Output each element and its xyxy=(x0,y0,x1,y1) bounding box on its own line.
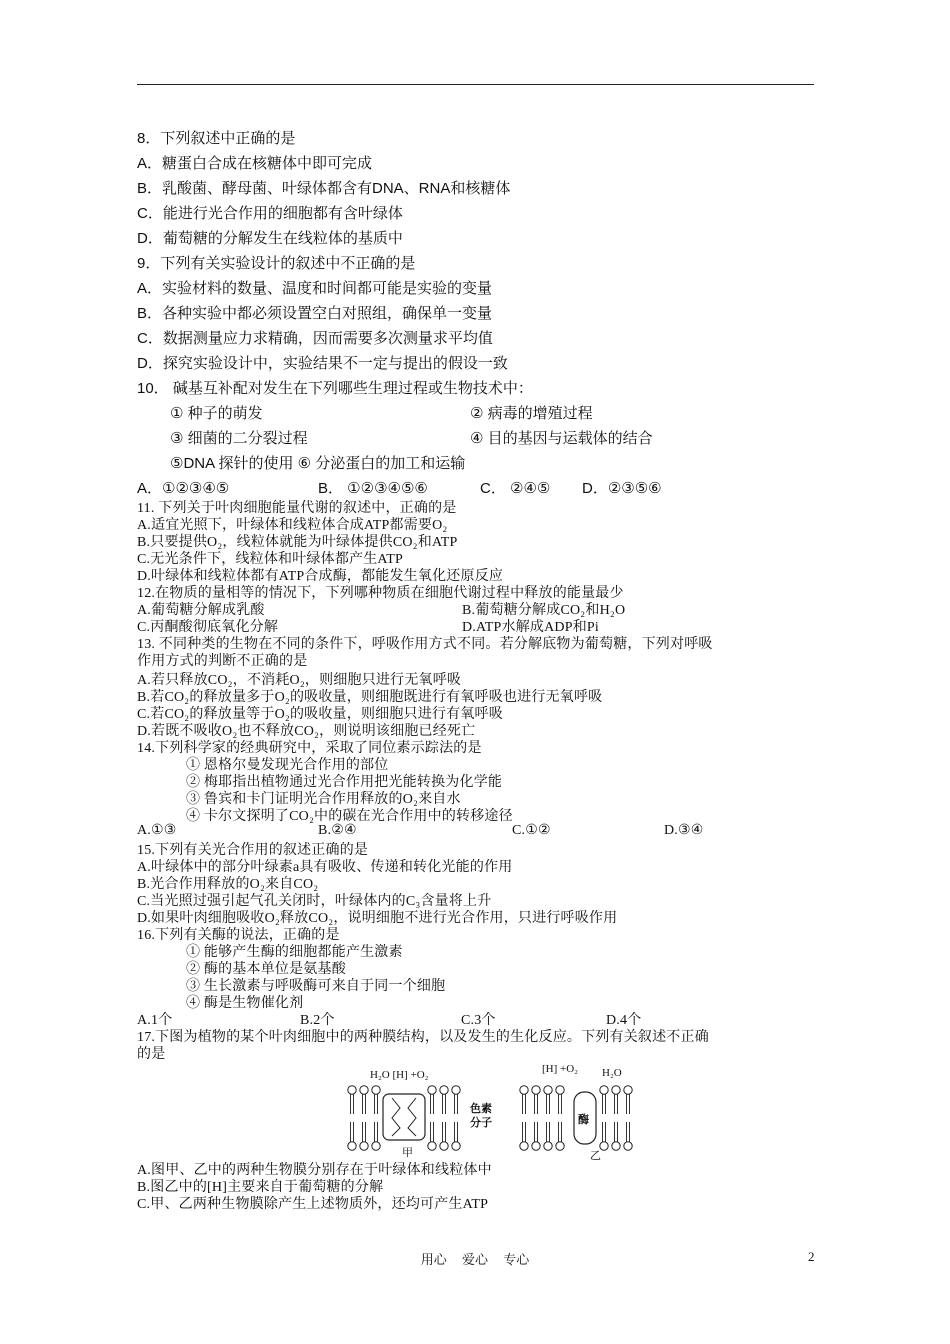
q10-item-2: ② 病毒的增殖过程 xyxy=(470,405,593,422)
lipid-head xyxy=(520,1086,528,1094)
q14-option-b: B.②④ xyxy=(318,823,357,838)
lipid-tail xyxy=(443,1094,446,1114)
q16-option-d: D.4个 xyxy=(606,1013,642,1028)
q10-item-3: ③ 细菌的二分裂过程 xyxy=(170,430,308,447)
q15-option-a: A.叶绿体中的部分叶绿素a具有吸收、传递和转化光能的作用 xyxy=(137,860,513,875)
q17-option-a: A.图甲、乙中的两种生物膜分别存在于叶绿体和线粒体中 xyxy=(137,1163,492,1178)
q14-option-a: A.①③ xyxy=(137,823,177,838)
q8-option-a: A．糖蛋白合成在核糖体中即可完成 xyxy=(137,155,373,172)
lipid-head xyxy=(612,1142,620,1150)
lipid-tail xyxy=(559,1094,562,1114)
lipid-tail xyxy=(431,1094,434,1114)
q10-option-b: B． ①②③④⑤⑥ xyxy=(318,480,428,497)
q16-option-a: A.1个 xyxy=(137,1013,173,1028)
q13-option-d: D.若既不吸收O₂也不释放CO₂，则说明该细胞已经死亡 xyxy=(137,724,476,739)
q17-stem-line2: 的是 xyxy=(137,1047,166,1062)
lipid-head xyxy=(612,1086,620,1094)
page-footer: 用心 爱心 专心 xyxy=(420,1252,530,1267)
lipid-tail xyxy=(523,1122,526,1142)
q15-option-b: B.光合作用释放的O₂来自CO₂ xyxy=(137,877,319,892)
q10-option-c: C． ②④⑤ xyxy=(480,480,551,497)
q12-option-b: B.葡萄糖分解成CO₂和H₂O xyxy=(462,603,626,618)
q16-option-c: C.3个 xyxy=(461,1013,496,1028)
lipid-head xyxy=(428,1086,436,1094)
enzyme-label: 酶 xyxy=(578,1114,589,1126)
lipid-head xyxy=(520,1142,528,1150)
q14-item-4: ④ 卡尔文探明了CO₂中的碳在光合作用中的转移途径 xyxy=(186,809,513,824)
lipid-tail xyxy=(615,1122,618,1142)
q10-stem: 10． 碱基互补配对发生在下列哪些生理过程或生物技术中： xyxy=(137,380,533,397)
lipid-head xyxy=(600,1086,608,1094)
lipid-tail xyxy=(535,1094,538,1114)
q9-option-b: B．各种实验中都必须设置空白对照组，确保单一变量 xyxy=(137,305,493,322)
lipid-tail xyxy=(375,1094,378,1114)
lipid-tail xyxy=(627,1094,630,1114)
jia-top-label: H₂O [H] +O₂ xyxy=(370,1069,429,1081)
lipid-tail xyxy=(535,1122,538,1142)
lipid-tail xyxy=(547,1122,550,1142)
membrane-figure xyxy=(340,1060,640,1160)
q14-option-d: D.③④ xyxy=(664,823,704,838)
q9-option-a: A．实验材料的数量、温度和时间都可能是实验的变量 xyxy=(137,280,493,297)
yi-top-right-label: H₂O xyxy=(602,1067,622,1079)
q16-item-4: ④ 酶是生物催化剂 xyxy=(186,996,304,1011)
q11-option-a: A.适宜光照下，叶绿体和线粒体合成ATP都需要O₂ xyxy=(137,518,448,533)
q8-option-b: B．乳酸菌、酵母菌、叶绿体都含有DNA、RNA和核糖体 xyxy=(137,180,511,197)
lipid-tail xyxy=(559,1122,562,1142)
membrane-jia xyxy=(348,1069,492,1159)
q13-option-a: A.若只释放CO₂，不消耗O₂，则细胞只进行无氧呼吸 xyxy=(137,673,462,688)
q12-option-c: C.丙酮酸彻底氧化分解 xyxy=(137,620,279,635)
q14-item-3: ③ 鲁宾和卡门证明光合作用释放的O₂来自水 xyxy=(186,792,461,807)
q16-option-b: B.2个 xyxy=(300,1013,335,1028)
q8-option-c: C．能进行光合作用的细胞都有含叶绿体 xyxy=(137,205,403,222)
q16-item-1: ① 能够产生酶的细胞都能产生激素 xyxy=(186,945,403,960)
lipid-head xyxy=(452,1086,460,1094)
q17-option-c: C.甲、乙两种生物膜除产生上述物质外，还均可产生ATP xyxy=(137,1197,489,1212)
q14-option-c: C.①② xyxy=(512,823,551,838)
membrane-yi xyxy=(520,1063,632,1160)
lipid-tail xyxy=(363,1094,366,1114)
lipid-tail xyxy=(547,1094,550,1114)
q16-item-2: ② 酶的基本单位是氨基酸 xyxy=(186,962,346,977)
pigment-label-1: 色素 xyxy=(470,1103,492,1115)
lipid-head xyxy=(372,1086,380,1094)
lipid-head xyxy=(372,1142,380,1150)
pigment-label-2: 分子 xyxy=(470,1117,492,1129)
q10-option-d: D．②③⑤⑥ xyxy=(582,480,662,497)
lipid-head xyxy=(624,1086,632,1094)
q13-option-b: B.若CO₂的释放量多于O₂的吸收量，则细胞既进行有氧呼吸也进行无氧呼吸 xyxy=(137,690,603,705)
q13-option-c: C.若CO₂的释放量等于O₂的吸收量，则细胞只进行有氧呼吸 xyxy=(137,707,503,722)
q17-stem-line1: 17.下图为植物的某个叶肉细胞中的两种膜结构，以及发生的生化反应。下列有关叙述不正确 xyxy=(137,1030,709,1045)
q14-item-1: ① 恩格尔曼发现光合作用的部位 xyxy=(186,758,389,773)
pigment-protein-complex xyxy=(383,1094,425,1140)
q13-stem-line1: 13. 不同种类的生物在不同的条件下，呼吸作用方式不同。若分解底物为葡萄糖，下列对呼吸 xyxy=(137,637,713,652)
lipid-tail xyxy=(351,1094,354,1114)
lipid-head xyxy=(440,1142,448,1150)
lipid-tail xyxy=(627,1122,630,1142)
lipid-tail xyxy=(603,1122,606,1142)
lipid-head xyxy=(532,1142,540,1150)
q12-option-a: A.葡萄糖分解成乳酸 xyxy=(137,603,265,618)
yi-top-left-label: [H] +O₂ xyxy=(542,1063,579,1075)
q9-stem: 9．下列有关实验设计的叙述中不正确的是 xyxy=(137,255,416,272)
q11-option-c: C.无光条件下，线粒体和叶绿体都产生ATP xyxy=(137,552,403,567)
q15-option-c: C.当光照过强引起气孔关闭时，叶绿体内的C₃含量将上升 xyxy=(137,894,492,909)
header-rule xyxy=(137,84,814,85)
q10-option-a: A．①②③④⑤ xyxy=(137,480,230,497)
lipid-head xyxy=(556,1086,564,1094)
q16-stem: 16.下列有关酶的说法，正确的是 xyxy=(137,928,340,943)
q13-stem-line2: 作用方式的判断不正确的是 xyxy=(137,654,308,669)
q14-stem: 14.下列科学家的经典研究中，采取了同位素示踪法的是 xyxy=(137,741,482,756)
q10-item-1: ① 种子的萌发 xyxy=(170,405,263,422)
q12-option-d: D.ATP水解成ADP和Pi xyxy=(462,620,599,635)
lipid-tail xyxy=(431,1122,434,1142)
q10-item-56: ⑤DNA 探针的使用 ⑥ 分泌蛋白的加工和运输 xyxy=(170,455,466,472)
lipid-head xyxy=(556,1142,564,1150)
lipid-tail xyxy=(455,1122,458,1142)
lipid-head xyxy=(532,1086,540,1094)
q12-stem: 12.在物质的量相等的情况下，下列哪种物质在细胞代谢过程中释放的能量最少 xyxy=(137,586,624,601)
q9-option-c: C．数据测量应力求精确，因而需要多次测量求平均值 xyxy=(137,330,493,347)
lipid-head xyxy=(348,1086,356,1094)
q9-option-d: D．探究实验设计中，实验结果不一定与提出的假设一致 xyxy=(137,355,508,372)
lipid-tail xyxy=(603,1094,606,1114)
lipid-tail xyxy=(615,1094,618,1114)
q11-option-b: B.只要提供O₂，线粒体就能为叶绿体提供CO₂和ATP xyxy=(137,535,458,550)
lipid-head xyxy=(440,1086,448,1094)
q15-option-d: D.如果叶肉细胞吸收O₂释放CO₂，说明细胞不进行光合作用，只进行呼吸作用 xyxy=(137,911,618,926)
lipid-tail xyxy=(523,1094,526,1114)
q14-item-2: ② 梅耶指出植物通过光合作用把光能转换为化学能 xyxy=(186,775,503,790)
q17-option-b: B.图乙中的[H]主要来自于葡萄糖的分解 xyxy=(137,1180,384,1195)
q10-item-4: ④ 目的基因与运载体的结合 xyxy=(470,430,653,447)
lipid-tail xyxy=(375,1122,378,1142)
q8-stem: 8．下列叙述中正确的是 xyxy=(137,130,296,147)
lipid-tail xyxy=(443,1122,446,1142)
lipid-head xyxy=(360,1086,368,1094)
lipid-head xyxy=(428,1142,436,1150)
yi-label: 乙 xyxy=(590,1150,601,1160)
lipid-tail xyxy=(363,1122,366,1142)
q15-stem: 15.下列有关光合作用的叙述正确的是 xyxy=(137,843,369,858)
q8-option-d: D．葡萄糖的分解发生在线粒体的基质中 xyxy=(137,230,403,247)
lipid-tail xyxy=(455,1094,458,1114)
lipid-head xyxy=(360,1142,368,1150)
jia-label: 甲 xyxy=(402,1147,413,1159)
lipid-head xyxy=(624,1142,632,1150)
lipid-head xyxy=(348,1142,356,1150)
q16-item-3: ③ 生长激素与呼吸酶可来自于同一个细胞 xyxy=(186,979,446,994)
lipid-head xyxy=(600,1142,608,1150)
lipid-head xyxy=(452,1142,460,1150)
page-number: 2 xyxy=(808,1249,815,1264)
lipid-tail xyxy=(351,1122,354,1142)
q11-option-d: D.叶绿体和线粒体都有ATP合成酶，都能发生氧化还原反应 xyxy=(137,569,504,584)
lipid-head xyxy=(544,1086,552,1094)
lipid-head xyxy=(544,1142,552,1150)
q11-stem: 11. 下列关于叶肉细胞能量代谢的叙述中，正确的是 xyxy=(137,501,457,516)
